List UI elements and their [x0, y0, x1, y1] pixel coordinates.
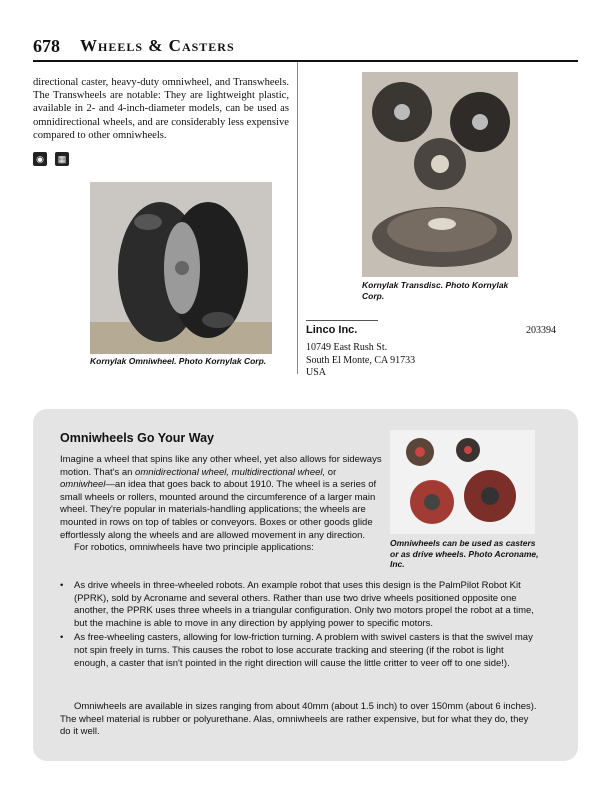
address-line: USA — [306, 367, 327, 378]
company-name: Linco Inc. — [306, 324, 358, 336]
omniwheels-caption: Omniwheels can be used as casters or as drive wheels. Photo Acroname, Inc. — [390, 538, 539, 569]
sidebar-paragraph: For robotics, omniwheels have two principle applications: — [74, 542, 314, 554]
header-rule — [33, 60, 578, 62]
transdisc-caption: Kornylak Transdisc. Photo Kornylak Corp. — [362, 280, 509, 301]
bullet-icon: • — [60, 580, 64, 591]
chapter-title: Wheels & Casters — [80, 36, 235, 55]
list-item: • As drive wheels in three-wheeled robots. An example robot that uses this design is the PalmPilot Robot Kit (PPRK), sold by Acroname and several others. Rather than use two drive wheels positioned opposite one another, the PPRK uses three wheels in a triangular configuration. Only two motors propel the robot at a time, but the machine is able to move in any direction by applying power to specific motors. — [60, 580, 534, 629]
company-id: 203394 — [526, 325, 556, 336]
omniwheels-photo — [390, 430, 535, 534]
address-line: 10749 East Rush St. — [306, 342, 388, 353]
company-address — [306, 342, 415, 380]
globe-icon: ◉ — [33, 152, 47, 166]
omniwheel-caption: Kornylak Omniwheel. Photo Kornylak Corp. — [90, 356, 267, 366]
intro-paragraph: directional caster, heavy-duty omniwheel, and Transwheels. The Transwheels are notable: They are lightweight plastic, available in 2- and 4-inch-diameter models, can be used as omnidirectional wheels, and are considerably less expensive compared to other omniwheels. — [33, 77, 289, 141]
sidebar-bullet-list — [60, 580, 540, 672]
page-number: 678 — [33, 36, 60, 56]
sidebar-closing: Omniwheels are available in sizes ranging from about 40mm (about 1.5 inch) to over 150mm (about 6 inches). The wheel material is rubber or polyurethane. Alas, omniwheels are rather expensive, but for what they do, they do it well. — [60, 701, 537, 738]
bullet-icon: • — [60, 632, 64, 644]
transdisc-photo — [362, 72, 518, 277]
sidebar-title: Omniwheels Go Your Way — [60, 431, 214, 445]
list-item: • As free-wheeling casters, allowing for low-friction turning. A problem with swivel casters is that the swivel may not spin freely in turns. This causes the robot to lose accurate tracking and steering (if the robot is light enough, a caster that isn't pointed in the right direction will cause the little critter to veer off to one side!). — [60, 632, 533, 669]
sidebar-paragraph: Imagine a wheel that spins like any other wheel, yet also allows for sideways motion. That's an omnidirectional wheel, multidirectional wheel, or omniwheel—an idea that goes back to about 1910. The wheel is a series of small wheels or rollers, mounted around the circumference of a larger main wheel. They're popular in materials-handling applications; the wheels are mounted in rows on top of tables or conveyors. Boxes or other goods glide effortlessly along the wheels and are allowed movement in any direction. — [60, 454, 382, 541]
column-divider — [297, 62, 298, 374]
omniwheel-photo — [90, 182, 272, 354]
listing-rule — [306, 320, 378, 321]
address-line: South El Monte, CA 91733 — [306, 354, 416, 366]
sidebar-intro — [60, 454, 382, 555]
resource-icons — [33, 152, 69, 166]
catalog-icon: ▦ — [55, 152, 69, 166]
